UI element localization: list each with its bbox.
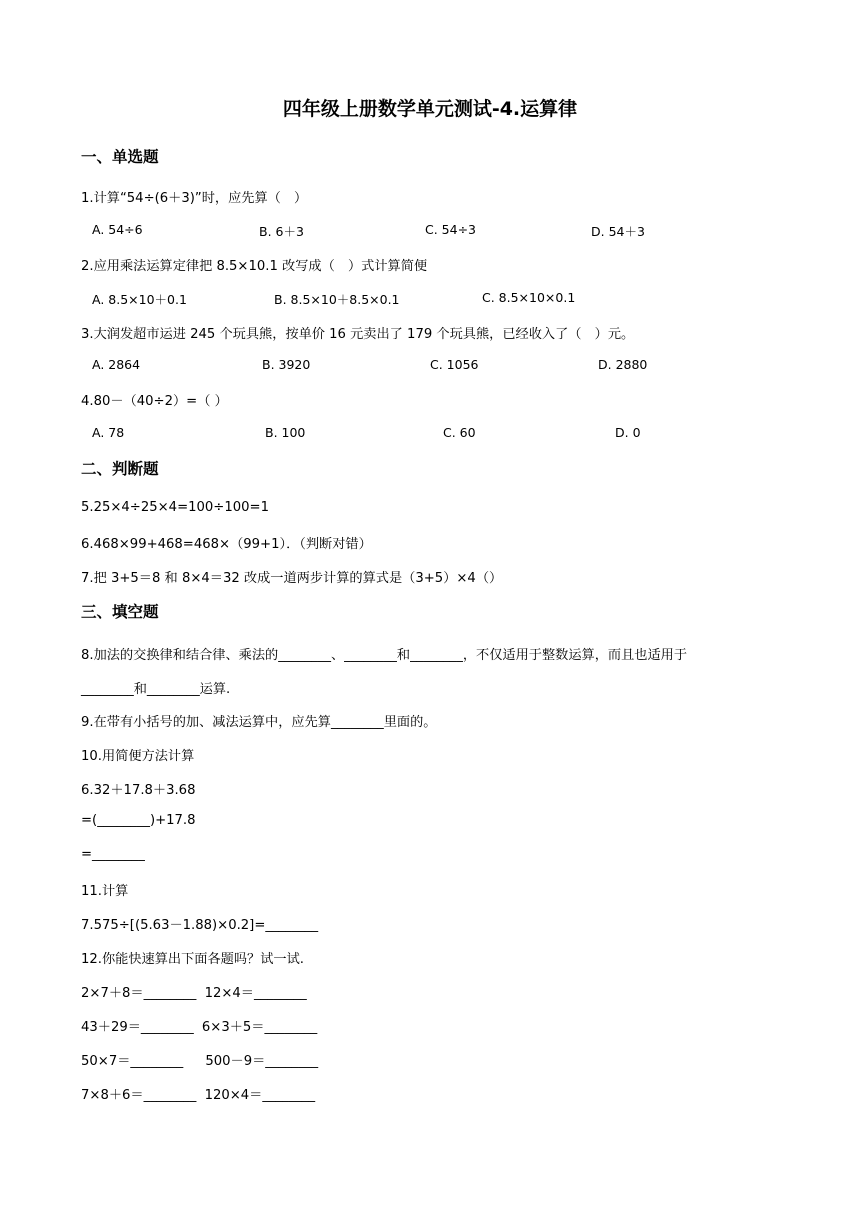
question-2: 2.应用乘法运算定律把 8.5×10.1 改写成（ ）式计算简便 (81, 259, 428, 274)
option-a: A. 8.5×10＋0.1 (92, 292, 187, 307)
question-6: 6.468×99+468=468×（99+1）．（判断对错） (81, 537, 372, 552)
calc-item: 500－9＝________ (205, 1054, 319, 1069)
calc-item: 6×3＋5＝________ (201, 1020, 318, 1035)
option-a: A. 2864 (92, 357, 141, 372)
question-12-row-4 (81, 1084, 315, 1103)
question-4-options (92, 425, 832, 443)
option-b: B. 8.5×10＋8.5×0.1 (274, 292, 400, 307)
question-12: 12.你能快速算出下面各题吗？试一试. (81, 952, 304, 967)
question-3-options (92, 357, 832, 375)
question-10-step-1: 6.32＋17.8＋3.68 (81, 783, 196, 798)
option-d: D. 2880 (598, 357, 648, 372)
question-12-row-2 (81, 1016, 317, 1035)
question-1-options (92, 222, 832, 240)
question-3: 3.大润发超市运进 245 个玩具熊，按单价 16 元卖出了 179 个玩具熊，已经收入了（ ）元。 (81, 327, 635, 342)
option-b: B. 6＋3 (259, 224, 304, 239)
question-10: 10.用简便方法计算 (81, 749, 195, 764)
question-1: 1.计算“54÷(6＋3)”时，应先算（ ） (81, 191, 308, 206)
question-12-row-1 (81, 982, 307, 1001)
calc-item: 120×4＝________ (204, 1088, 316, 1103)
section-heading-true-false: 二、判断题 (81, 460, 159, 478)
question-12-row-3 (81, 1050, 318, 1069)
calc-item: 7×8＋6＝________ (81, 1088, 197, 1103)
option-c: C. 8.5×10×0.1 (482, 290, 576, 305)
section-heading-single-choice: 一、单选题 (81, 148, 159, 166)
option-c: C. 60 (443, 425, 476, 440)
question-10-step-3: =________ (81, 847, 145, 862)
question-4: 4.80－（40÷2）=（ ） (81, 394, 228, 409)
calc-item: 2×7＋8＝________ (81, 986, 197, 1001)
question-9: 9.在带有小括号的加、减法运算中，应先算________里面的。 (81, 715, 437, 730)
question-8-line-2: ________和________运算. (81, 682, 231, 697)
question-11: 11.计算 (81, 884, 129, 899)
option-a: A. 78 (92, 425, 125, 440)
question-5: 5.25×4÷25×4=100÷100=1 (81, 500, 269, 515)
option-d: D. 0 (615, 425, 641, 440)
page-title: 四年级上册数学单元测试-4.运算律 (282, 98, 578, 120)
option-d: D. 54＋3 (591, 224, 645, 239)
calc-item: 50×7＝________ (81, 1054, 184, 1069)
option-c: C. 1056 (430, 357, 479, 372)
option-a: A. 54÷6 (92, 222, 143, 237)
option-b: B. 100 (265, 425, 306, 440)
question-8-line-1: 8.加法的交换律和结合律、乘法的________、________和________，不仅适用于整数运算，而且也适用于 (81, 648, 688, 663)
question-11-expression: 7.575÷[(5.63－1.88)×0.2]=________ (81, 918, 319, 933)
question-7: 7.把 3+5＝8 和 8×4＝32 改成一道两步计算的算式是（3+5）×4（） (81, 571, 503, 586)
option-b: B. 3920 (262, 357, 311, 372)
question-2-options (92, 290, 832, 308)
section-heading-fill-blank: 三、填空题 (81, 603, 159, 621)
question-10-step-2: =(________)+17.8 (81, 813, 196, 828)
calc-item: 12×4＝________ (204, 986, 307, 1001)
calc-item: 43＋29＝________ (81, 1020, 194, 1035)
option-c: C. 54÷3 (425, 222, 477, 237)
